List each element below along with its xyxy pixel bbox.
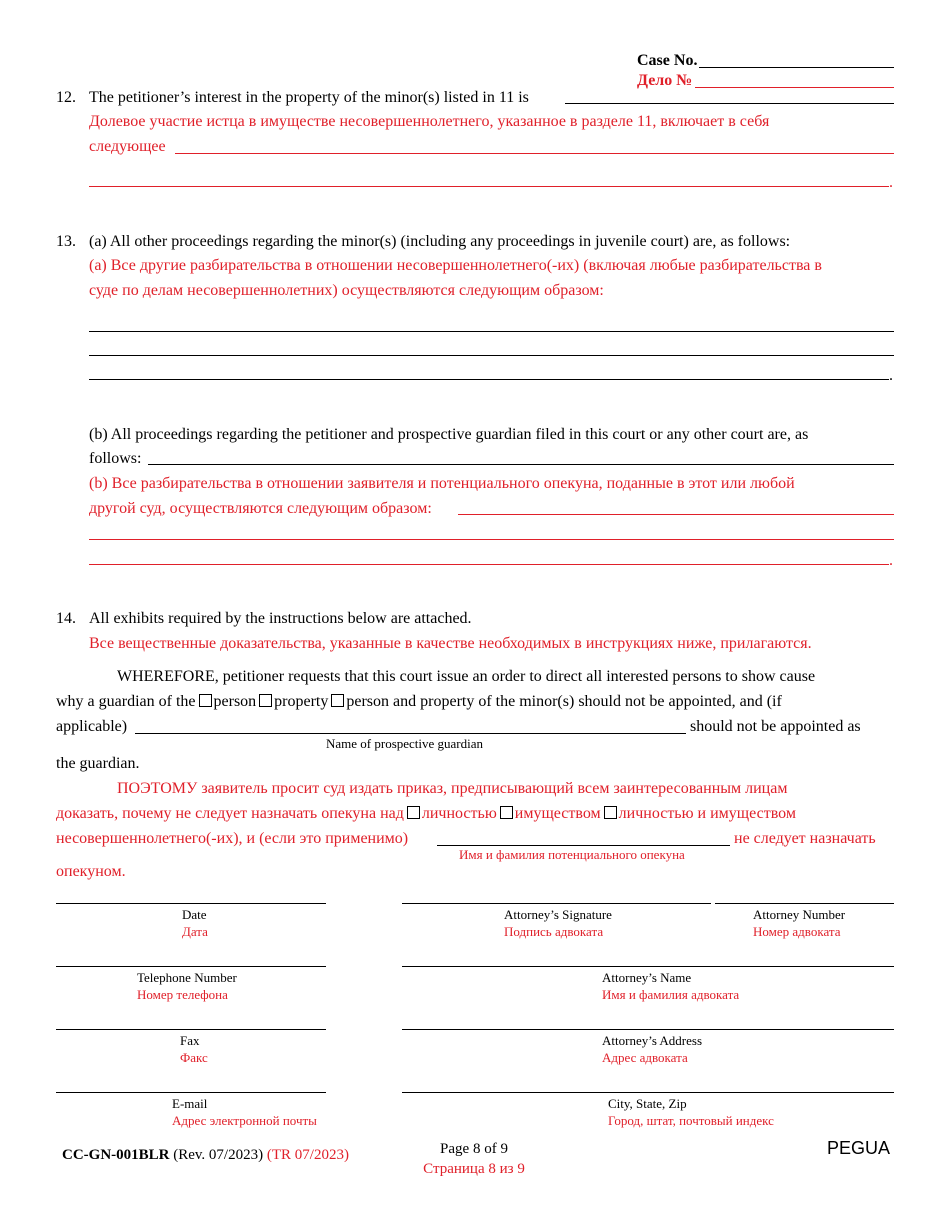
wherefore-ru-line-3-start: несовершеннолетнего(-их), и (если это применимо) xyxy=(56,830,409,847)
attorney-number-label-ru: Номер адвоката xyxy=(753,924,841,939)
person-and-property-checkbox-ru[interactable] xyxy=(604,806,617,819)
item-14-text: All exhibits required by the instructions below are attached. xyxy=(89,610,472,627)
person-checkbox[interactable] xyxy=(199,694,212,707)
item-13b-text-ru: (b) Все разбирательства в отношении заявителя и потенциального опекуна, поданные в этот или любой xyxy=(89,475,795,492)
attorney-signature-field[interactable] xyxy=(402,903,711,904)
item-13b-field-ru-3[interactable] xyxy=(89,564,889,565)
item-13a-period: . xyxy=(889,367,893,384)
form-id xyxy=(62,1145,349,1165)
person-option-label-ru: личностью xyxy=(421,805,497,822)
wherefore-ru-line-2 xyxy=(56,804,796,824)
attorney-name-field[interactable] xyxy=(402,966,894,967)
city-state-zip-field[interactable] xyxy=(402,1092,894,1093)
prospective-guardian-field-ru[interactable] xyxy=(437,845,730,846)
item-12-field-ru-2[interactable] xyxy=(89,186,889,187)
property-option-label: property xyxy=(274,693,329,710)
property-checkbox-ru[interactable] xyxy=(500,806,513,819)
item-13b-field[interactable] xyxy=(148,464,894,465)
fax-label-ru: Факс xyxy=(180,1050,208,1065)
attorney-signature-label: Attorney’s Signature xyxy=(504,907,612,922)
person-and-property-option-label-ru: личностью и имуществом xyxy=(618,805,796,822)
item-13b-text: (b) All proceedings regarding the petitioner and prospective guardian filed in this court or any other court are, as xyxy=(89,426,809,443)
prospective-guardian-caption: Name of prospective guardian xyxy=(326,736,484,751)
wherefore-line-2-start: why a guardian of the xyxy=(56,693,196,710)
item-12-field-ru[interactable] xyxy=(175,153,894,154)
telephone-field[interactable] xyxy=(56,966,326,967)
wherefore-ru-line-1: ПОЭТОМУ заявитель просит суд издать приказ, предписывающий всем заинтересованным лицам xyxy=(117,780,788,797)
case-no-label-ru: Дело № xyxy=(637,72,693,89)
wherefore-ru-line-4: опекуном. xyxy=(56,863,126,880)
form-tr: (TR 07/2023) xyxy=(266,1147,349,1163)
item-13a-text: (a) All other proceedings regarding the minor(s) (including any proceedings in juvenile court) are, as follows: xyxy=(89,233,791,250)
fax-label: Fax xyxy=(180,1033,200,1048)
attorney-number-field[interactable] xyxy=(715,903,894,904)
item-13a-text-ru-2: суде по делам несовершеннолетних) осуществляются следующим образом: xyxy=(89,282,604,299)
email-label: E-mail xyxy=(172,1096,208,1111)
item-14-number: 14. xyxy=(56,610,76,627)
date-label-ru: Дата xyxy=(182,924,208,939)
person-option-label: person xyxy=(213,693,257,710)
person-and-property-checkbox[interactable] xyxy=(331,694,344,707)
attorney-number-label: Attorney Number xyxy=(753,907,846,922)
case-no-field-ru[interactable] xyxy=(695,87,894,88)
item-13a-field-3[interactable] xyxy=(89,379,889,380)
wherefore-line-4: the guardian. xyxy=(56,755,140,772)
wherefore-ru-line-2-start: доказать, почему не следует назначать опекуна над xyxy=(56,805,404,822)
telephone-label-ru: Номер телефона xyxy=(137,987,228,1002)
date-label: Date xyxy=(182,907,207,922)
wherefore-line-3-start: applicable) xyxy=(56,718,128,735)
date-field[interactable] xyxy=(56,903,326,904)
item-13b-text-2: follows: xyxy=(89,450,142,467)
item-12-text-ru-2: следующее xyxy=(89,138,166,155)
attorney-address-label-ru: Адрес адвоката xyxy=(602,1050,688,1065)
case-no-label: Case No. xyxy=(637,52,698,69)
form-code: PEGUA xyxy=(827,1138,891,1158)
attorney-signature-label-ru: Подпись адвоката xyxy=(504,924,604,939)
item-13b-field-ru[interactable] xyxy=(458,514,894,515)
item-13b-text-ru-2: другой суд, осуществляются следующим образом: xyxy=(89,500,432,517)
case-no-field[interactable] xyxy=(699,67,894,68)
item-14-text-ru: Все вещественные доказательства, указанные в качестве необходимых в инструкциях ниже, прилагаются. xyxy=(89,635,812,652)
item-12-interest-field[interactable] xyxy=(565,103,894,104)
email-field[interactable] xyxy=(56,1092,326,1093)
page-number: Page 8 of 9 xyxy=(440,1141,508,1157)
telephone-label: Telephone Number xyxy=(137,970,237,985)
form-id-code: CC-GN-001BLR xyxy=(62,1147,170,1163)
form-rev: (Rev. 07/2023) xyxy=(173,1147,264,1163)
person-checkbox-ru[interactable] xyxy=(407,806,420,819)
property-option-label-ru: имуществом xyxy=(514,805,601,822)
item-13b-field-ru-2[interactable] xyxy=(89,539,894,540)
item-12-number: 12. xyxy=(56,89,76,106)
item-12-text-ru: Долевое участие истца в имуществе несовершеннолетнего, указанное в разделе 11, включает в себя xyxy=(89,113,770,130)
item-13a-field-2[interactable] xyxy=(89,355,894,356)
attorney-address-label: Attorney’s Address xyxy=(602,1033,703,1048)
attorney-name-label-ru: Имя и фамилия адвоката xyxy=(602,987,740,1002)
prospective-guardian-field[interactable] xyxy=(135,733,686,734)
city-state-zip-label-ru: Город, штат, почтовый индекс xyxy=(608,1113,774,1128)
wherefore-line-1: WHEREFORE, petitioner requests that this court issue an order to direct all interested persons to show cause xyxy=(117,668,816,685)
item-12-period: . xyxy=(889,174,893,191)
page-number-ru: Страница 8 из 9 xyxy=(423,1161,525,1177)
property-checkbox[interactable] xyxy=(259,694,272,707)
city-state-zip-label: City, State, Zip xyxy=(608,1096,687,1111)
attorney-name-label: Attorney’s Name xyxy=(602,970,692,985)
item-13-number: 13. xyxy=(56,233,76,250)
wherefore-line-2 xyxy=(56,692,782,712)
email-label-ru: Адрес электронной почты xyxy=(172,1113,317,1128)
item-13a-text-ru: (a) Все другие разбирательства в отношении несовершеннолетнего(-их) (включая любые разбирательства в xyxy=(89,257,822,274)
item-13b-period: . xyxy=(889,552,893,569)
item-12-text: The petitioner’s interest in the property of the minor(s) listed in 11 is xyxy=(89,89,529,106)
prospective-guardian-caption-ru: Имя и фамилия потенциального опекуна xyxy=(459,847,685,862)
fax-field[interactable] xyxy=(56,1029,326,1030)
item-13a-field-1[interactable] xyxy=(89,331,894,332)
attorney-address-field[interactable] xyxy=(402,1029,894,1030)
wherefore-ru-line-3-end: не следует назначать xyxy=(734,830,876,847)
person-and-property-option-label: person and property of the minor(s) should not be appointed, and (if xyxy=(346,693,782,710)
wherefore-line-3-end: should not be appointed as xyxy=(690,718,861,735)
